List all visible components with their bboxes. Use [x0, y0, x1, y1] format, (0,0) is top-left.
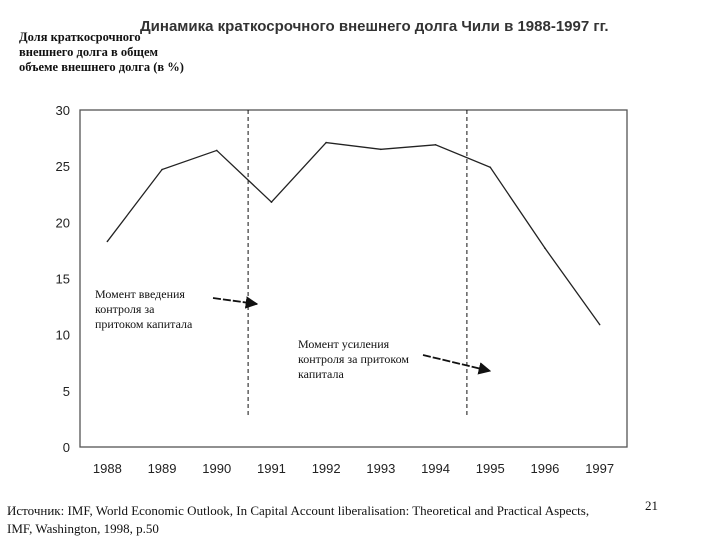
data-point	[325, 142, 327, 144]
annotation-arrow-1995	[423, 355, 490, 371]
data-point	[161, 169, 163, 171]
y-tick-label: 5	[62, 383, 70, 399]
x-tick-label: 1996	[530, 461, 560, 476]
x-tick-label: 1995	[475, 461, 505, 476]
data-point	[435, 144, 437, 146]
data-point	[271, 201, 273, 203]
y-tick-label: 25	[55, 159, 70, 175]
y-tick-label: 15	[55, 271, 70, 287]
y-axis-label: Доля краткосрочного внешнего долга в общем объеме внешнего долга (в %)	[19, 30, 184, 74]
data-point	[380, 149, 382, 151]
data-point	[107, 241, 109, 243]
data-point	[599, 324, 601, 326]
marker-annotation-1995: Момент усиления контроля за притоком капитала	[298, 337, 409, 381]
data-point	[544, 247, 546, 249]
x-tick-label: 1989	[147, 461, 177, 476]
data-point	[489, 166, 491, 168]
data-point	[216, 150, 218, 152]
page-number: 21	[645, 498, 658, 513]
marker-annotation-1991: Момент введения контроля за притоком капитала	[95, 287, 193, 331]
y-tick-label: 20	[55, 215, 70, 231]
annotation-arrow-1991	[213, 298, 257, 304]
chart-title: Динамика краткосрочного внешнего долга Чили в 1988-1997 гг.	[140, 18, 609, 35]
y-tick-label: 30	[55, 103, 70, 118]
y-tick-label: 0	[62, 440, 70, 455]
x-tick-label: 1990	[202, 461, 232, 476]
x-tick-label: 1992	[311, 461, 341, 476]
x-tick-label: 1994	[421, 461, 451, 476]
y-tick-label: 10	[55, 327, 70, 343]
x-tick-label: 1991	[256, 461, 286, 476]
source-note: Источник: IMF, World Economic Outlook, In Capital Account liberalisation: Theoretical and Practical Aspects, IMF, Washington, 1998, p.50	[7, 503, 590, 536]
plot-frame	[80, 110, 627, 447]
x-tick-label: 1988	[92, 461, 122, 476]
x-tick-label: 1997	[585, 461, 615, 476]
x-tick-label: 1993	[366, 461, 396, 476]
